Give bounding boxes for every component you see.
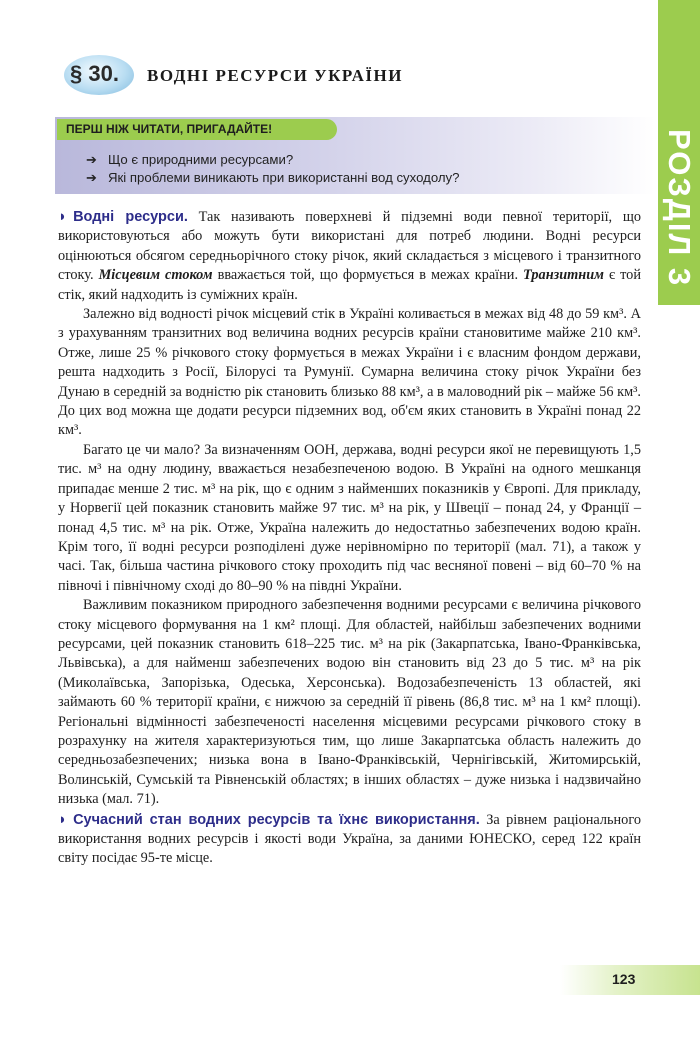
paragraph: Важливим показником природного забезпечення водними ресурсами є величина річкового стоку місцевого формування на 1 км² площі. Для областей, найбільш забезпечених водними ресурсами, цей показник становить 618–225 тис. м³ на рік (Закарпатська, Івано-Франківська, Львівська), а для найменш забезпечених водою він становить від 23 до 5 тис. м³ на рік (Миколаївська, Запорізька, Одеська, Херсонська). Водозабезпеченість 13 областей, які займають 60 % території країни, є нижчою за середній її рівень (86,8 тис. м³ на 1 км² площі). Регіональні відмінності забезпеченості населення місцевими ресурсами річкового стоку в розрахунку на жителя характеризуються тим, що лише Закарпатська область належить до середньозабезпечених; низька вона в Івано-Франківській, Чернігівській, Житомирській, Волинській, Сумській та Рівненській областях; в інших областях – дуже низька і надзвичайно низька (мал. 71). <box>58 597 641 808</box>
question-text: Які проблеми виникають при використанні вод суходолу? <box>108 170 460 185</box>
subheading: Сучасний стан водних ресурсів та їхнє використання. <box>73 811 480 828</box>
before-reading-label <box>57 119 337 140</box>
question-text: Що є природними ресурсами? <box>108 152 294 167</box>
arrow-right-icon: ➔ <box>86 152 97 167</box>
section-number: § 30. <box>70 61 119 86</box>
main-text <box>58 207 641 869</box>
page-number: 123 <box>612 971 636 987</box>
before-reading-label-text: ПЕРШ НІЖ ЧИТАТИ, ПРИГАДАЙТЕ! <box>66 122 273 136</box>
paragraph <box>58 810 641 869</box>
arrow-right-icon: ➔ <box>86 170 97 185</box>
question-item <box>86 170 459 186</box>
section-title: ВОДНІ РЕСУРСИ УКРАЇНИ <box>147 66 403 85</box>
subheading: Водні ресурси. <box>73 209 188 225</box>
paragraph: Залежно від водності річок місцевий стік в Україні коливається в межах від 48 до 59 км³. А з урахуванням транзитних вод величина водних ресурсів країни становитиме майже 210 км³. Отже, лише 25 % річкового стоку формується в межах України і є власним фондом держави, решта надходить з Росії, Білорусі та Румунії. Сумарна величина стоку річок України без Дунаю в середній за водністю рік становить близько 88 км³, а в маловодний рік – майже 56 км³. До цих вод можна ще додати ресурси підземних вод, об'єм яких становить в Україні понад 22 км³. <box>58 306 641 439</box>
chapter-side-tab-label-wrap <box>656 134 700 170</box>
paragraph-text: є той стік, який надходить із суміжних країн. <box>58 267 641 303</box>
paragraph-text: вважається той, що формується в межах країни. <box>217 267 519 284</box>
paragraph-text: Так називають поверхневі й підземні води певної території, що використовуються або можуть бути використані для потреб людини. Водні ресурси оцінюються обсягом середньорічного стоку річок, який складається з місцевого і транзитного стоку. <box>58 209 642 284</box>
paragraph-text: За рівнем раціонального використання водних ресурсів і якості води Україна, за даними ЮНЕСКО, серед 122 країн світу посідає 95-те місце. <box>58 811 641 867</box>
chapter-side-tab-label <box>661 129 697 175</box>
bullet-marker-icon: ◗ <box>58 810 68 828</box>
paragraph: Багато це чи мало? За визначенням ООН, держава, водні ресурси якої не перевищують 1,5 тис. м³ на одну людину, вважається незабезпеченою водою. В Україні на одного мешканця припадає менше 2 тис. м³ на рік, що є одним з найменших показників у Європі. Для прикладу, у Норвегії цей показник становить майже 97 тис. м³ на рік, у Швеції – понад 24, у Франції – понад 4,5 тис. м³ на рік. Отже, Україна належить до недостатньо забезпечених водою країн. Крім того, її водні ресурси розподілені дуже нерівномірно по території (мал. 71), а також у часі. Так, більша частина річкового стоку проходить під час весняної повені – від 60–70 % на півночі і північному сході до 80–90 % на півдні України. <box>58 441 641 594</box>
bullet-marker-icon: ◗ <box>58 208 68 225</box>
paragraph <box>58 207 641 305</box>
term: Транзитним <box>523 267 604 284</box>
term: Місцевим стоком <box>98 267 213 284</box>
question-item <box>86 152 293 168</box>
